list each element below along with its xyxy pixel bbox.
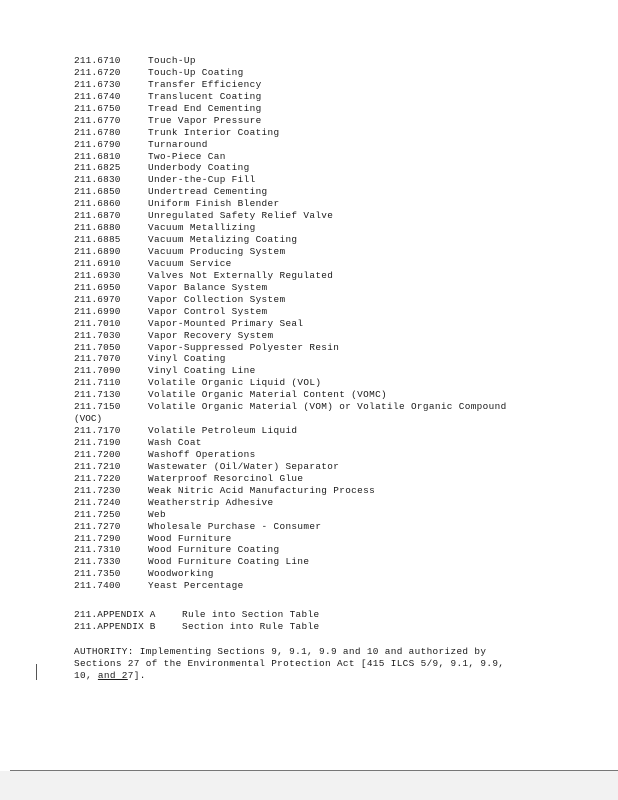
section-title: Vacuum Producing System (148, 246, 286, 257)
section-number: 211.7010 (74, 317, 121, 329)
section-title: Vinyl Coating Line (148, 365, 256, 377)
section-number: 211.6810 (74, 150, 121, 162)
toc-row (74, 174, 594, 186)
table-of-contents (74, 55, 594, 592)
section-number: 211.6885 (74, 234, 121, 246)
toc-row (74, 485, 594, 497)
toc-row (74, 533, 594, 545)
section-number: 211.7350 (74, 568, 121, 580)
toc-row (74, 580, 594, 592)
section-title: Weak Nitric Acid Manufacturing Process (148, 484, 376, 496)
section-title: Vapor Balance System (148, 281, 268, 293)
section-title: Touch-Up Coating (148, 66, 244, 78)
section-title: Uniform Finish Blender (148, 198, 280, 210)
section-number: 211.7070 (74, 353, 121, 365)
toc-row (74, 270, 594, 282)
section-number: 211.6730 (74, 78, 121, 90)
section-number: 211.7210 (74, 460, 121, 472)
footer-band (0, 771, 618, 800)
section-title: Volatile Petroleum Liquid (148, 425, 298, 437)
section-title: Yeast Percentage (148, 580, 244, 592)
section-number: 211.7030 (74, 329, 121, 341)
section-title: Tread End Cementing (148, 102, 262, 114)
toc-row (74, 91, 594, 103)
toc-row (74, 544, 594, 556)
section-title: Wash Coat (148, 437, 202, 448)
section-number: 211.6790 (74, 138, 121, 150)
section-number: 211.6890 (74, 246, 121, 257)
section-number: 211.6910 (74, 257, 121, 269)
section-number: 211.7150 (74, 401, 121, 413)
section-title: Wood Furniture Coating Line (148, 556, 310, 568)
section-title: Weatherstrip Adhesive (148, 496, 274, 508)
authority-note (74, 646, 554, 682)
toc-row (74, 162, 594, 174)
section-title: Underbody Coating (148, 162, 250, 174)
section-title: Vapor-Suppressed Polyester Resin (148, 341, 340, 353)
section-number: 211.6970 (74, 293, 121, 305)
section-number: 211.6860 (74, 198, 121, 210)
authority-line-2: Sections 27 of the Environmental Protection Act [415 ILCS 5/9, 9.1, 9.9, (74, 657, 505, 669)
toc-row (74, 377, 594, 389)
section-title: Translucent Coating (148, 90, 262, 102)
section-title: Washoff Operations (148, 448, 256, 460)
toc-row (74, 461, 594, 473)
toc-row (74, 222, 594, 234)
section-number: 211.7200 (74, 448, 121, 460)
section-title: Transfer Efficiency (148, 78, 262, 90)
section-title: Vapor Recovery System (148, 329, 274, 341)
toc-row (74, 389, 594, 401)
section-number: 211.7270 (74, 520, 121, 532)
toc-row (74, 449, 594, 461)
toc-list-part-2 (74, 425, 594, 592)
section-number: 211.7130 (74, 389, 121, 401)
toc-row (74, 282, 594, 294)
toc-row (74, 127, 594, 139)
toc-row (74, 306, 594, 318)
section-title: Section into Rule Table (182, 620, 320, 632)
section-number: 211.7230 (74, 484, 121, 496)
toc-row (74, 497, 594, 509)
section-number: 211.6870 (74, 210, 121, 222)
toc-row (74, 210, 594, 222)
toc-row (74, 568, 594, 580)
section-number: 211.6950 (74, 281, 121, 293)
section-number: 211.6750 (74, 102, 121, 114)
toc-row (74, 246, 594, 258)
authority-line-3 (74, 670, 554, 682)
section-title: Volatile Organic Liquid (VOL) (148, 377, 322, 389)
section-title: Touch-Up (148, 55, 196, 66)
section-number: 211.6930 (74, 269, 121, 281)
section-number: 211.7290 (74, 532, 121, 544)
section-number: 211.7240 (74, 496, 121, 508)
section-number: 211.APPENDIX A (74, 609, 156, 620)
toc-row (74, 318, 594, 330)
toc-row (74, 353, 594, 365)
section-number: 211.6990 (74, 305, 121, 317)
section-number: 211.7050 (74, 341, 121, 353)
section-title: Rule into Section Table (182, 609, 320, 620)
toc-row (74, 437, 594, 449)
section-number: 211.7190 (74, 437, 121, 448)
toc-list-part-1 (74, 55, 594, 413)
section-title: Wastewater (Oil/Water) Separator (148, 460, 340, 472)
toc-row (74, 509, 594, 521)
appendix-entries (74, 609, 319, 633)
section-number: 211.7250 (74, 508, 121, 520)
toc-row (74, 103, 594, 115)
appendix-row (74, 609, 319, 621)
toc-row (74, 67, 594, 79)
section-title: Valves Not Externally Regulated (148, 269, 334, 281)
section-number: 211.7090 (74, 365, 121, 377)
section-title: Vapor Control System (148, 305, 268, 317)
section-title: Wood Furniture (148, 532, 232, 544)
section-number: 211.6850 (74, 186, 121, 198)
section-title: Woodworking (148, 568, 214, 580)
toc-row (74, 401, 594, 413)
section-title: Two-Piece Can (148, 150, 226, 162)
section-title: True Vapor Pressure (148, 114, 262, 126)
toc-row (74, 473, 594, 485)
toc-row (74, 139, 594, 151)
authority-line-3-end: 7]. (127, 669, 146, 681)
section-title: Turnaround (148, 138, 208, 150)
toc-row (74, 365, 594, 377)
section-number: 211.6830 (74, 174, 121, 186)
section-number: 211.6770 (74, 114, 121, 126)
section-title: Wood Furniture Coating (148, 544, 280, 556)
section-number: 211.6880 (74, 222, 121, 234)
section-title: Trunk Interior Coating (148, 126, 280, 138)
section-title: Vapor-Mounted Primary Seal (148, 317, 304, 329)
revision-margin-bar (36, 664, 37, 680)
section-number: 211.APPENDIX B (74, 620, 156, 632)
section-title: Vacuum Metalizing Coating (148, 234, 298, 246)
section-number: 211.7220 (74, 472, 121, 484)
toc-row (74, 556, 594, 568)
toc-row (74, 186, 594, 198)
section-title: Volatile Organic Material Content (VOMC) (148, 389, 388, 401)
section-number: 211.7310 (74, 544, 121, 556)
section-title: Waterproof Resorcinol Glue (148, 472, 304, 484)
toc-row (74, 330, 594, 342)
section-title: Undertread Cementing (148, 186, 268, 198)
section-title: Unregulated Safety Relief Valve (148, 210, 334, 222)
section-number: 211.7170 (74, 425, 121, 437)
toc-row (74, 55, 594, 67)
section-number: 211.7330 (74, 556, 121, 568)
section-title: Web (148, 508, 166, 520)
appendix-list (74, 609, 319, 633)
toc-row (74, 151, 594, 163)
authority-line-3-start: 10, (74, 669, 98, 681)
toc-row (74, 425, 594, 437)
toc-row (74, 234, 594, 246)
authority-line-1: AUTHORITY: Implementing Sections 9, 9.1, 9.9 and 10 and authorized by (74, 646, 487, 657)
toc-row (74, 115, 594, 127)
toc-continuation-line: (VOC) (74, 413, 103, 425)
section-number: 211.6780 (74, 126, 121, 138)
section-title: Vacuum Service (148, 257, 232, 269)
toc-row (74, 342, 594, 354)
section-title: Vapor Collection System (148, 293, 286, 305)
section-title: Volatile Organic Material (VOM) or Volatile Organic Compound (148, 401, 507, 413)
section-number: 211.6740 (74, 90, 121, 102)
toc-row (74, 294, 594, 306)
toc-row (74, 521, 594, 533)
section-number: 211.6710 (74, 55, 121, 66)
appendix-row (74, 621, 319, 633)
section-number: 211.7110 (74, 377, 121, 389)
toc-row (74, 258, 594, 270)
section-title: Under-the-Cup Fill (148, 174, 256, 186)
section-title: Vacuum Metallizing (148, 222, 256, 234)
section-title: Vinyl Coating (148, 353, 226, 365)
section-title: Wholesale Purchase - Consumer (148, 520, 322, 532)
toc-row (74, 198, 594, 210)
section-number: 211.6825 (74, 162, 121, 174)
section-number: 211.6720 (74, 66, 121, 78)
authority-underlined-text: and 2 (97, 669, 128, 681)
toc-row (74, 79, 594, 91)
section-number: 211.7400 (74, 580, 121, 592)
